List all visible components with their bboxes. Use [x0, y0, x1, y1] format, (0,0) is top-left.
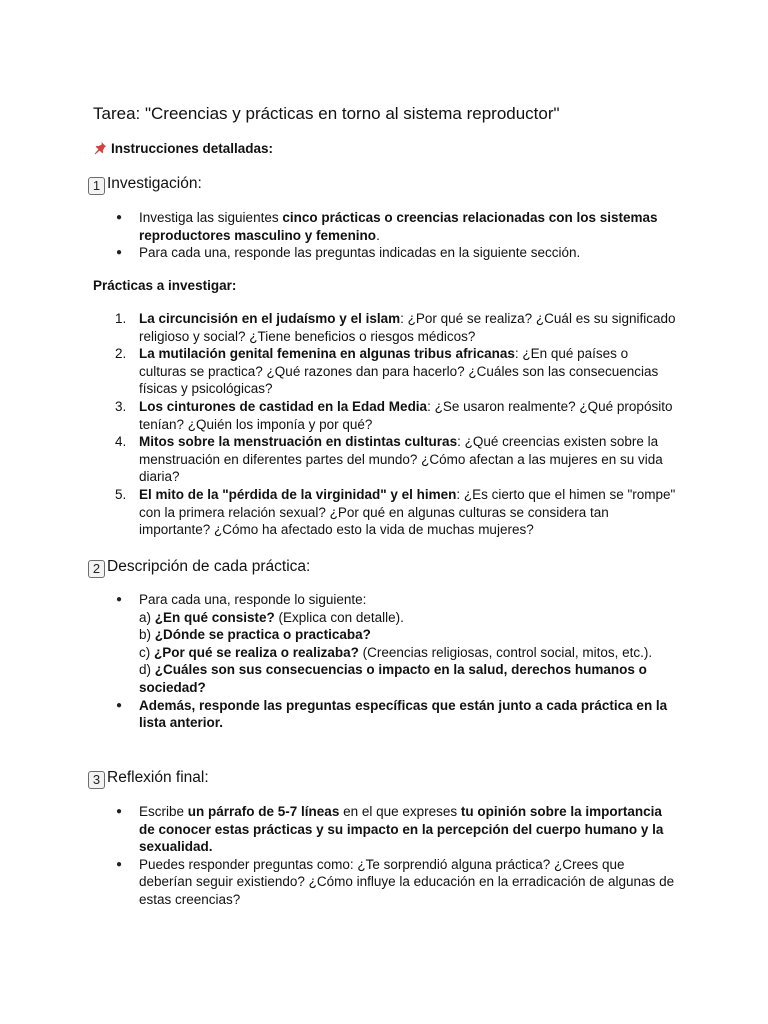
list-item: ● Investiga las siguientes cinco prácticas o creencias relacionadas con los sistemas reproductores masculino y femenino. [139, 209, 679, 244]
section-heading-investigacion [88, 174, 202, 195]
list-item: 2. La mutilación genital femenina en algunas tribus africanas: ¿En qué países o culturas se practica? ¿Qué razones dan para hacerlo? ¿Cuáles son las consecuencias físicas y psicológicas? [115, 346, 659, 397]
list-item: ● Puedes responder preguntas como: ¿Te sorprendió alguna práctica? ¿Crees que deberían seguir existiendo? ¿Cómo influye la educación en la erradicación de algunas de estas creencias? [139, 856, 679, 909]
section-heading-descripcion [88, 557, 310, 578]
descripcion-list [139, 591, 679, 732]
keycap-number-1: 1 [88, 177, 105, 195]
reflexion-list [139, 803, 679, 909]
list-item: ● Para cada una, responde lo siguiente: a) ¿En qué consiste? (Explica con detalle). b) ¿Dónde se practica o practicaba? c) ¿Por qué se realiza o realizaba? (Creencias religiosas, control social, mitos, etc.). d) ¿Cuáles son sus consecuencias o impacto en la salud, derechos humanos o sociedad? [139, 591, 679, 697]
list-item: 4. Mitos sobre la menstruación en distintas culturas: ¿Qué creencias existen sobre la menstruación en diferentes partes del mundo? ¿Cómo afectan a las mujeres en su vida diaria? [115, 434, 663, 485]
instructions-heading [93, 139, 273, 158]
section-title: Investigación: [107, 175, 202, 192]
list-item: ● Para cada una, responde las preguntas indicadas en la siguiente sección. [139, 244, 679, 262]
section-title: Descripción de cada práctica: [107, 558, 311, 575]
practicas-heading: Prácticas a investigar: [93, 278, 237, 293]
keycap-number-3: 3 [88, 771, 105, 789]
list-item: 1. La circuncisión en el judaísmo y el islam: ¿Por qué se realiza? ¿Cuál es su significado religioso y social? ¿Tiene beneficios o riesgos médicos? [115, 311, 676, 344]
list-item: 3. Los cinturones de castidad en la Edad Media: ¿Se usaron realmente? ¿Qué propósito tenían? ¿Quién los imponía y por qué? [115, 398, 673, 432]
pushpin-icon [93, 139, 107, 157]
keycap-number-2: 2 [88, 560, 105, 578]
page-title: Tarea: "Creencias y prácticas en torno al sistema reproductor" [93, 104, 560, 123]
investigacion-list [139, 209, 679, 262]
instructions-label: Instrucciones detalladas: [111, 141, 274, 156]
list-item: ● Escribe un párrafo de 5-7 líneas en el que expreses tu opinión sobre la importancia de conocer estas prácticas y su impacto en la percepción del cuerpo humano y la sexualidad. [139, 803, 679, 856]
section-heading-reflexion [88, 768, 209, 789]
practicas-list [115, 310, 679, 539]
list-item: 5. El mito de la "pérdida de la virginidad" y el himen: ¿Es cierto que el himen se "rompe" con la primera relación sexual? ¿Por qué en algunas culturas se considera tan importante? ¿Cómo ha afectado esto la vida de muchas mujeres? [115, 486, 676, 538]
section-title: Reflexión final: [107, 769, 209, 786]
list-item: ● Además, responde las preguntas específicas que están junto a cada práctica en la lista anterior. [139, 697, 679, 732]
